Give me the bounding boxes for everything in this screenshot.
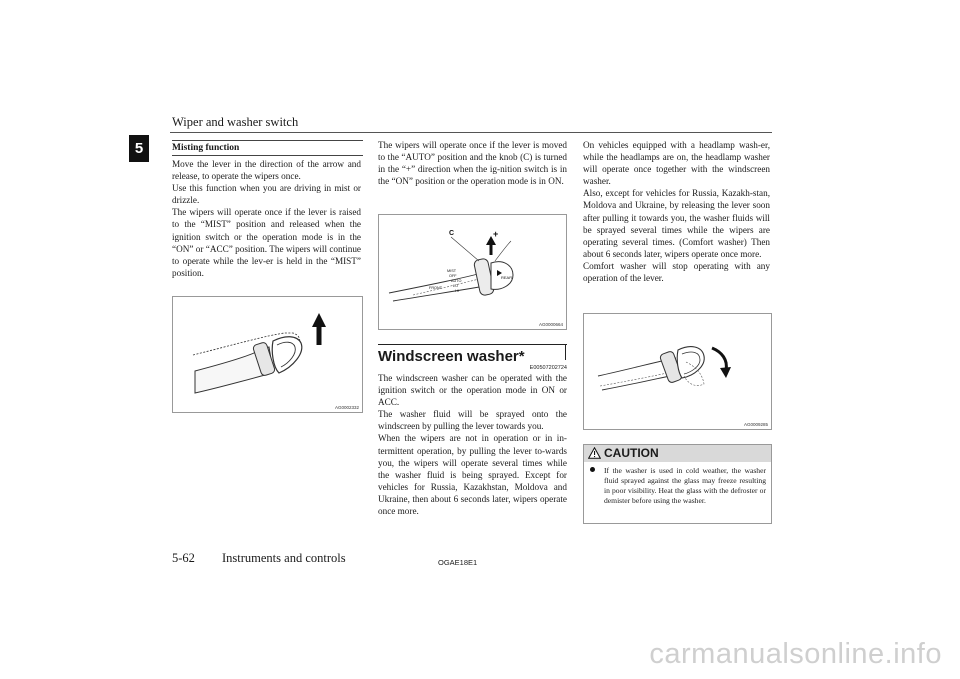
- plus-label: +: [493, 229, 499, 239]
- footer-section-title: Instruments and controls: [222, 551, 346, 565]
- paragraph: On vehicles equipped with a headlamp wash-er, while the headlamps are on, the headlamp washer will operate once together with the windscreen washer.: [583, 140, 770, 187]
- caution-text: If the washer is used in cold weather, the washer fluid sprayed against the glass may freeze resulting in poor visibility. Heat the glass with the defroster or demister before using the washer.: [604, 466, 766, 505]
- paragraph: The windscreen washer can be operated with the ignition switch or the operation mode in ON or ACC.: [378, 373, 567, 408]
- figure-code: AG0000664: [538, 322, 563, 327]
- section-heading-windscreen-washer: Windscreen washer*: [378, 344, 567, 365]
- caution-header: [584, 445, 771, 462]
- hi-label: HI: [455, 289, 459, 293]
- lever-pull-illustration: [584, 314, 771, 429]
- comfort-washer-figure: [583, 313, 772, 430]
- running-header-title: Wiper and washer switch: [172, 115, 299, 129]
- watermark: carmanualsonline.info: [649, 638, 942, 670]
- figure-code: AG0002332: [334, 405, 359, 410]
- auto-knob-figure: [378, 214, 567, 330]
- paragraph: The wipers will operate once if the lever is moved to the “AUTO” position and the knob (C) is turned in the “+” direction when the ig-nition switch is in the “ON” position or the operation mode is in ON.: [378, 140, 567, 187]
- knob-label-c: C: [449, 230, 455, 237]
- misting-lever-figure: [172, 296, 363, 413]
- figure-code: AG0009285: [743, 422, 768, 427]
- page-number: 5-62: [172, 551, 195, 565]
- paragraph: Use this function when you are driving in mist or drizzle.: [172, 183, 361, 206]
- lo-label: LO: [453, 284, 459, 288]
- caution-title: CAUTION: [604, 446, 659, 460]
- caution-box: [583, 444, 772, 524]
- paragraph: Comfort washer will stop operating with any operation of the lever.: [583, 260, 770, 284]
- middle-column-washer-text: [378, 372, 567, 517]
- right-column-text: [583, 139, 770, 284]
- footer-code: OGAE18E1: [438, 558, 478, 567]
- chapter-tab: 5: [129, 135, 149, 162]
- header-rule: [170, 132, 772, 133]
- warning-triangle-icon: [588, 447, 601, 459]
- section-code: E00507202724: [529, 365, 567, 371]
- auto-label: AUTO: [451, 279, 462, 283]
- front-label: FRONT: [429, 286, 443, 290]
- misting-function-subheading: Misting function: [172, 140, 363, 156]
- paragraph: Also, except for vehicles for Russia, Kazakh-stan, Moldova and Ukraine, by releasing the lever soon after pulling it towards you, the washer fluids will be sprayed several times while the wipers are operating several times. (Comfort washer) Then about 6 seconds later, wipers operate once more.: [583, 188, 770, 259]
- paragraph: When the wipers are not in operation or in in-termittent operation, by pulling the lever to-wards you, the wipers will operate several times while the washer fluid is being sprayed. Except for vehicles for Russia, Kazakhstan, Moldova and Ukraine, then about 6 seconds later, wipers operate once more.: [378, 433, 567, 517]
- paragraph: The washer fluid will be sprayed onto the windscreen by pulling the lever towards you.: [378, 409, 567, 432]
- wiper-knob-illustration: [379, 215, 566, 329]
- section-heading-rule: [565, 344, 566, 360]
- mist-label: MIST: [447, 269, 457, 273]
- paragraph: The wipers will operate once if the lever is raised to the “MIST” position and released when the ignition switch or the operation mode is in the “ON” or “ACC” position. The wipers will continue to operate while the lev-er is held in the “MIST” position.: [172, 207, 361, 278]
- rear-label: REAR: [501, 275, 513, 280]
- left-column-text: [172, 158, 361, 279]
- middle-column-intro-text: [378, 139, 567, 187]
- paragraph: Move the lever in the direction of the arrow and release, to operate the wipers once.: [172, 159, 361, 182]
- off-label: OFF: [449, 274, 457, 278]
- bullet-icon: [590, 467, 595, 472]
- wiper-lever-illustration: [173, 297, 362, 412]
